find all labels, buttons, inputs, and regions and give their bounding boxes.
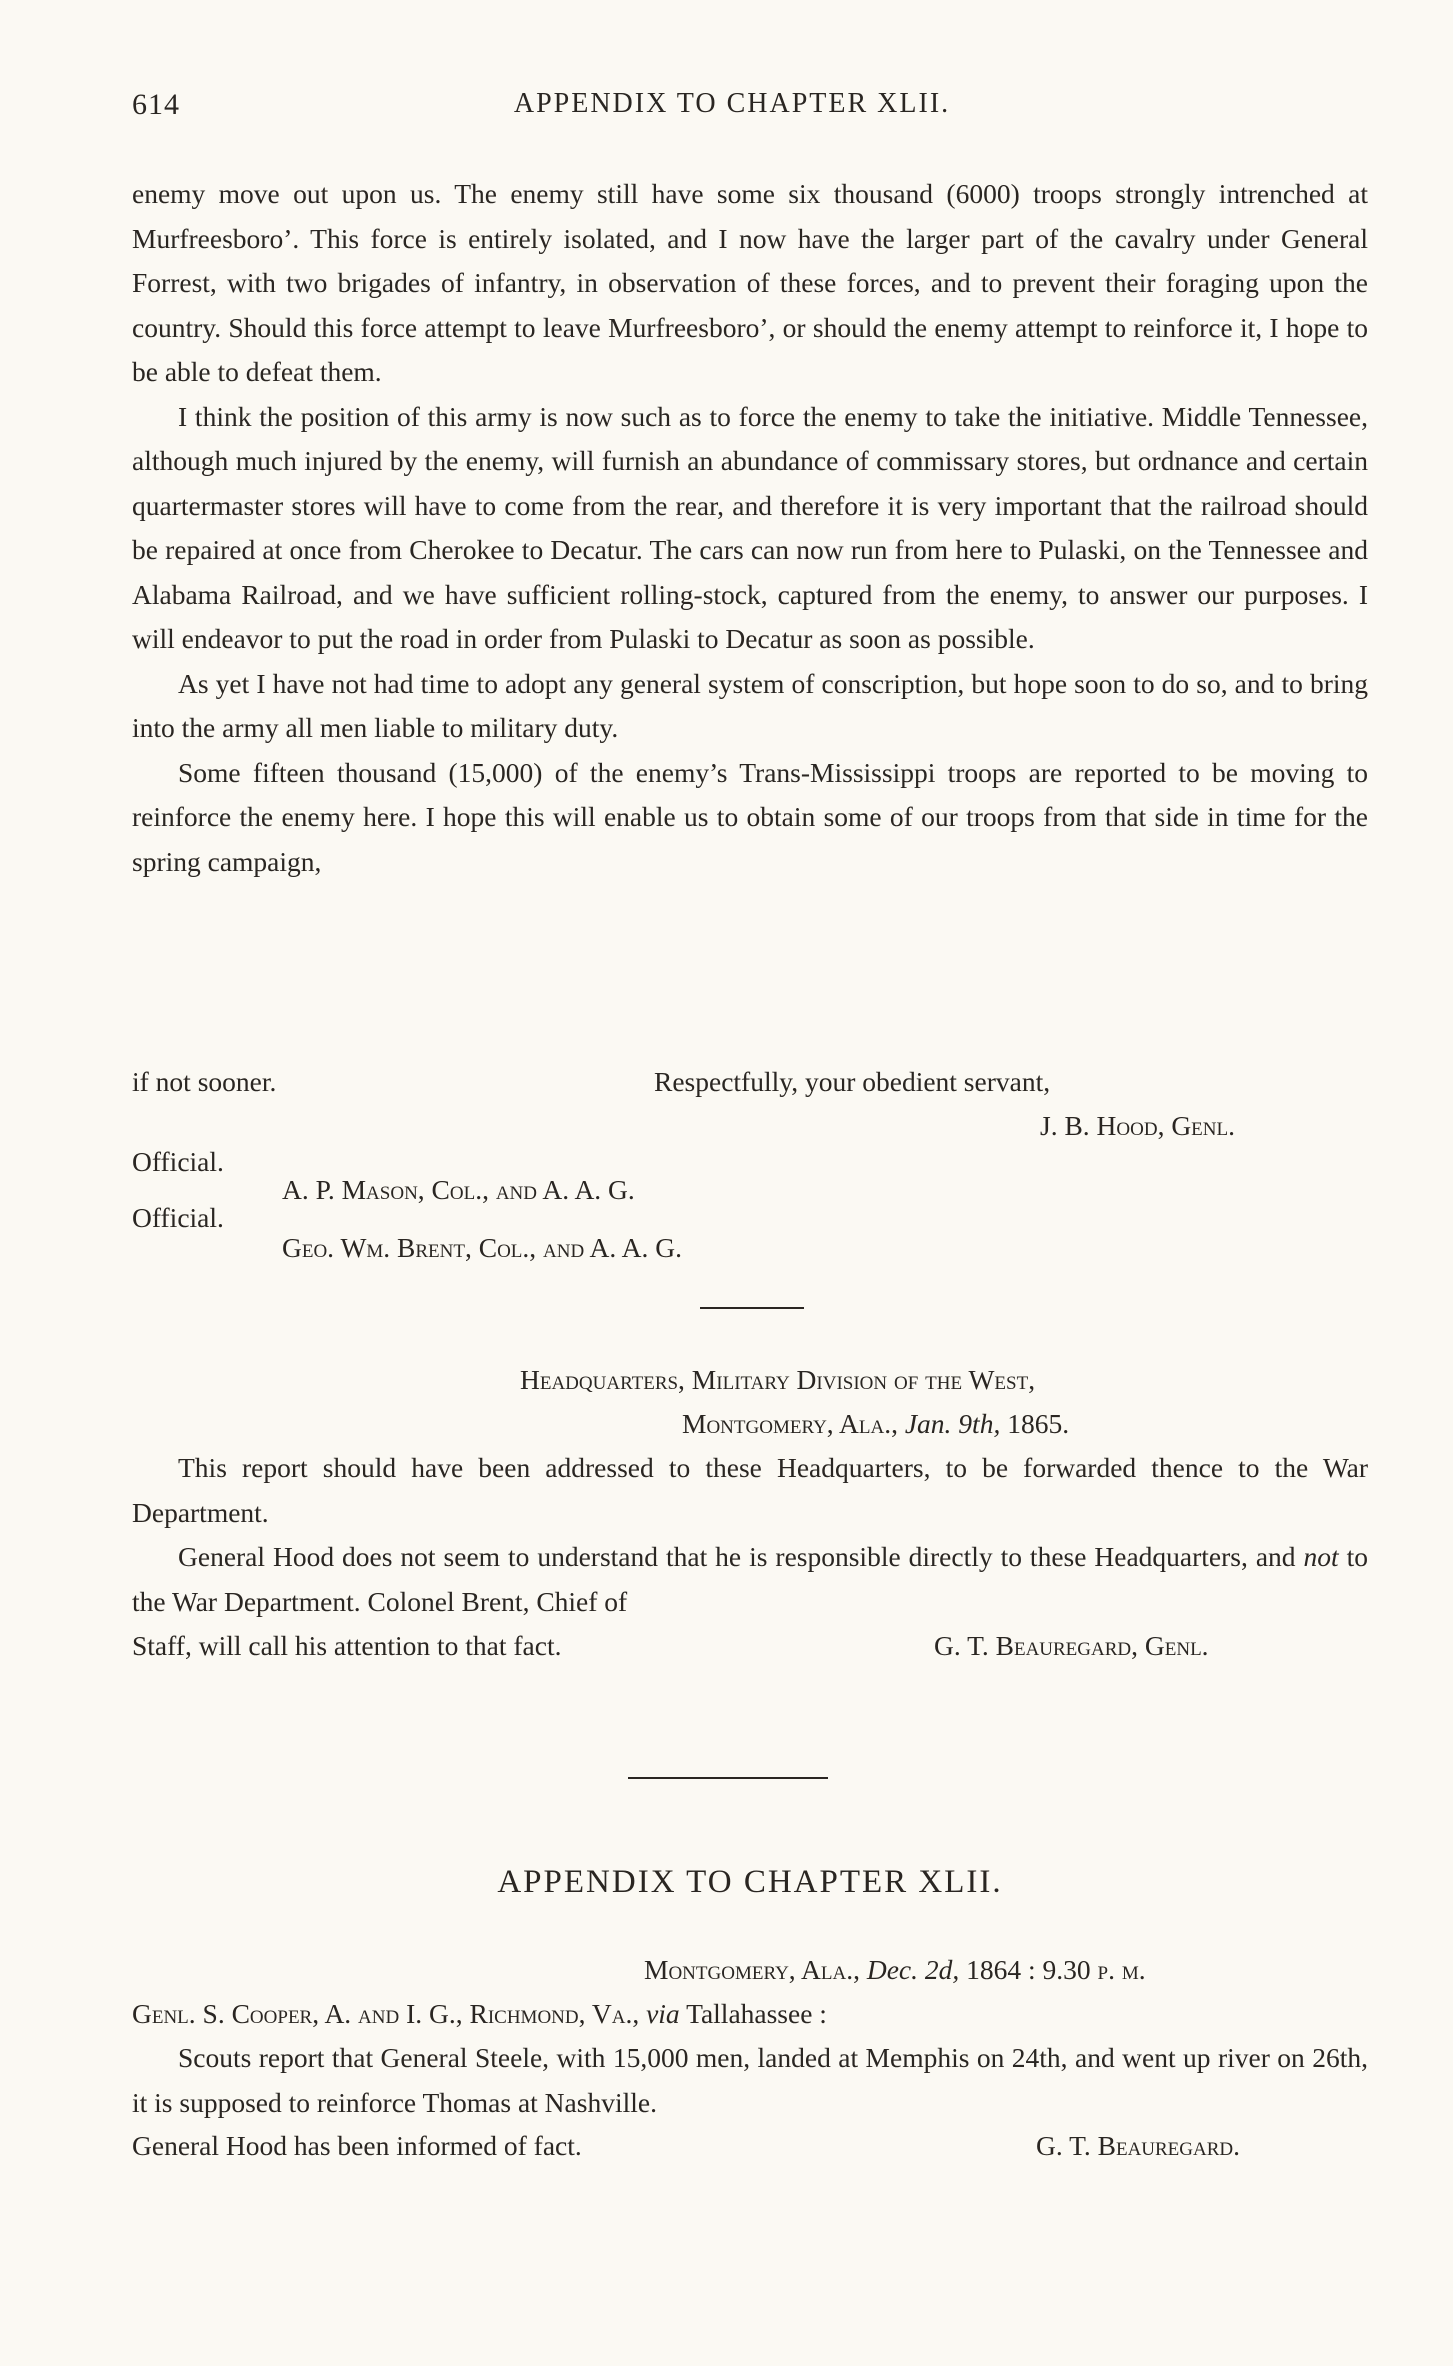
dateline-date: Jan. 9th, xyxy=(904,1408,1001,1439)
signature-hood: J. B. Hood, Genl. xyxy=(1040,1110,1235,1141)
emphasis: not xyxy=(1303,1541,1339,1572)
page-number: 614 xyxy=(132,88,180,121)
section-title: APPENDIX TO CHAPTER XLII. xyxy=(497,1864,1003,1900)
dateline-date: Dec. 2d, xyxy=(866,1954,960,1985)
section-divider xyxy=(700,1307,804,1309)
paragraph-last-line: Staff, will call his attention to that fact. xyxy=(132,1630,562,1661)
page-header xyxy=(132,88,1332,128)
official-signature-mason: A. P. Mason, Col., and A. A. G. xyxy=(282,1174,635,1205)
text-segment: to the War Department. Colonel Brent, Chief of xyxy=(132,1541,1369,1617)
paragraph xyxy=(132,1535,1368,1624)
letter-hood-body xyxy=(132,172,1368,884)
addressee-name: Genl. S. Cooper, A. and I. G., Richmond, Va., xyxy=(132,1998,640,2029)
telegram-dateline xyxy=(644,1948,1146,1992)
signature-beauregard: G. T. Beauregard, Genl. xyxy=(934,1630,1209,1661)
official-label: Official. xyxy=(132,1146,224,1177)
official-label: Official. xyxy=(132,1202,224,1233)
endorsement-dateline xyxy=(682,1402,1069,1446)
addressee-place: Tallahassee : xyxy=(686,1998,827,2029)
section-divider xyxy=(628,1777,828,1779)
telegram-addressee xyxy=(132,1992,827,2036)
paragraph: Scouts report that General Steele, with 15,000 men, landed at Memphis on 24th, and went up river on 26th, it is supposed to reinforce Thomas at Nashville. xyxy=(132,2042,1368,2118)
paragraph: This report should have been addressed to these Headquarters, to be forwarded thence to the War Department. xyxy=(132,1452,1368,1528)
paragraph: I think the position of this army is now such as to force the enemy to take the initiative. Middle Tennessee, although much injured by the enemy, will furnish an abundance of commissary stores, but ordnance and certain quartermaster stores will have to come from the rear, and therefore it is very important that the railroad should be repaired at once from Cherokee to Decatur. The cars can now run from here to Pulaski, on the Tennessee and Alabama Railroad, and we have sufficient rolling-stock, captured from the enemy, to answer our purposes. I will endeavor to put the road in order from Pulaski to Decatur as soon as possible. xyxy=(132,400,1368,654)
dateline-place: Montgomery, Ala., xyxy=(682,1408,898,1439)
running-head: APPENDIX TO CHAPTER XLII. xyxy=(513,88,951,119)
dateline-year: 1865. xyxy=(1007,1408,1070,1439)
closing-salutation: Respectfully, your obedient servant, xyxy=(654,1066,1051,1097)
dateline-place: Montgomery, Ala., xyxy=(644,1954,860,1985)
paragraph-last-line: if not sooner. xyxy=(132,1066,277,1097)
signature-beauregard: G. T. Beauregard. xyxy=(1036,2130,1241,2161)
paragraph: Some fifteen thousand (15,000) of the enemy’s Trans-Mississippi troops are reported to be moving to reinforce the enemy here. I hope this will enable us to obtain some of our troops from that side in time for the spring campaign, xyxy=(132,756,1368,877)
paragraph: As yet I have not had time to adopt any general system of conscription, but hope soon to do so, and to bring into the army all men liable to military duty. xyxy=(132,667,1368,743)
telegram-body xyxy=(132,2036,1368,2125)
official-signature-brent: Geo. Wm. Brent, Col., and A. A. G. xyxy=(282,1232,682,1263)
endorsement-heading: Headquarters, Military Division of the West, xyxy=(520,1364,1036,1395)
endorsement-body xyxy=(132,1446,1368,1624)
paragraph: enemy move out upon us. The enemy still have some six thousand (6000) troops strongly intrenched at Murfreesboro’. This force is entirely isolated, and I now have the larger part of the cavalry under General Forrest, with two brigades of infantry, in observation of these forces, and to prevent their foraging upon the country. Should this force attempt to leave Murfreesboro’, or should the enemy attempt to reinforce it, I hope to be able to defeat them. xyxy=(132,178,1368,387)
paragraph-last-line: General Hood has been informed of fact. xyxy=(132,2130,582,2161)
addressee-via: via xyxy=(646,1998,680,2029)
dateline-time: 1864 : 9.30 p. m. xyxy=(966,1954,1146,1985)
text-segment: General Hood does not seem to understand that he is responsible directly to these Headquarters, and xyxy=(178,1541,1296,1572)
